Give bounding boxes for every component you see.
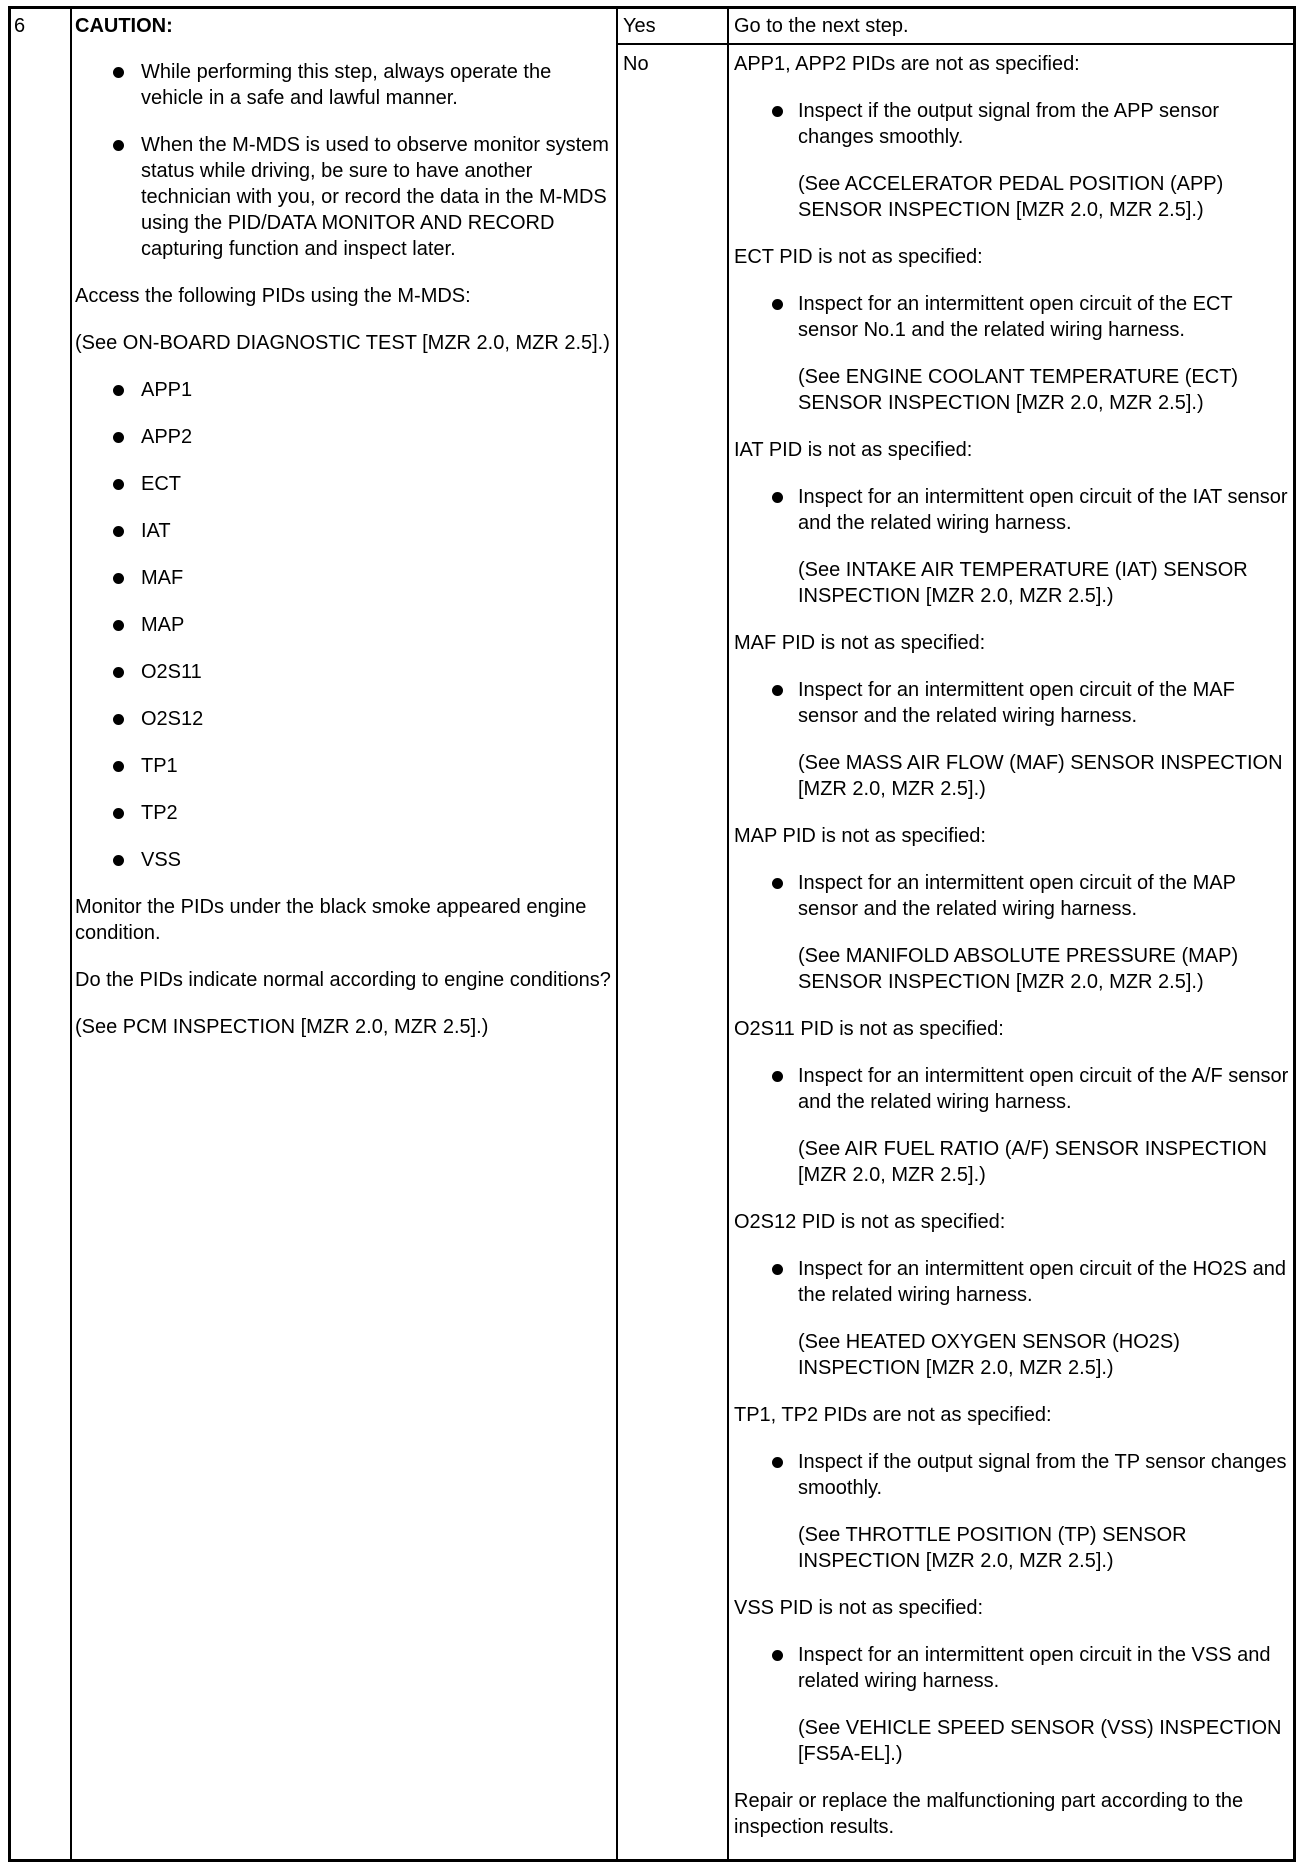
pid-item: APP1 xyxy=(75,377,615,403)
pid-item: TP2 xyxy=(75,800,615,826)
no-bullet: Inspect for an intermittent open circuit of the IAT sensor and the related wiring harness. xyxy=(734,484,1294,536)
no-actions xyxy=(734,51,1294,1861)
no-condition: VSS PID is not as specified: xyxy=(734,1597,984,1619)
monitor-text: Monitor the PIDs under the black smoke appeared engine condition. xyxy=(75,896,587,944)
caution-list xyxy=(75,59,615,262)
pid-item: O2S11 xyxy=(75,659,615,685)
no-group xyxy=(734,51,1294,223)
caution-heading: CAUTION: xyxy=(75,15,173,37)
no-group xyxy=(734,437,1294,609)
no-bullet: Inspect for an intermittent open circuit in the VSS and related wiring harness. xyxy=(734,1642,1294,1694)
column-divider xyxy=(727,9,729,1859)
pid-item: APP2 xyxy=(75,424,615,450)
question-text: Do the PIDs indicate normal according to engine conditions? xyxy=(75,969,611,991)
no-group xyxy=(734,244,1294,416)
no-reference: (See MASS AIR FLOW (MAF) SENSOR INSPECTION [MZR 2.0, MZR 2.5].) xyxy=(798,752,1283,800)
no-bullet: Inspect if the output signal from the TP sensor changes smoothly. xyxy=(734,1449,1294,1501)
row-divider xyxy=(617,43,1293,45)
pid-item: ECT xyxy=(75,471,615,497)
no-reference: (See ACCELERATOR PEDAL POSITION (APP) SENSOR INSPECTION [MZR 2.0, MZR 2.5].) xyxy=(798,173,1224,221)
yes-label: Yes xyxy=(623,15,656,37)
no-reference: (See VEHICLE SPEED SENSOR (VSS) INSPECTION [FS5A-EL].) xyxy=(798,1717,1282,1765)
no-group xyxy=(734,1016,1294,1188)
no-group xyxy=(734,1209,1294,1381)
column-divider xyxy=(70,9,72,1859)
column-divider xyxy=(616,9,618,1859)
no-condition: APP1, APP2 PIDs are not as specified: xyxy=(734,53,1080,75)
no-condition: MAF PID is not as specified: xyxy=(734,632,986,654)
no-group xyxy=(734,1595,1294,1767)
diagnostic-step-table xyxy=(8,6,1296,1862)
caution-item: While performing this step, always operate the vehicle in a safe and lawful manner. xyxy=(75,59,615,111)
no-condition: TP1, TP2 PIDs are not as specified: xyxy=(734,1404,1052,1426)
step-number: 6 xyxy=(14,15,26,37)
no-reference: (See AIR FUEL RATIO (A/F) SENSOR INSPECTION [MZR 2.0, MZR 2.5].) xyxy=(798,1138,1267,1186)
pid-list xyxy=(75,377,615,873)
no-bullet: Inspect for an intermittent open circuit of the MAP sensor and the related wiring harness. xyxy=(734,870,1294,922)
no-reference: (See ENGINE COOLANT TEMPERATURE (ECT) SENSOR INSPECTION [MZR 2.0, MZR 2.5].) xyxy=(798,366,1239,414)
no-condition: MAP PID is not as specified: xyxy=(734,825,986,847)
step-instructions xyxy=(75,13,615,1061)
no-group xyxy=(734,630,1294,802)
no-condition: O2S11 PID is not as specified: xyxy=(734,1018,1004,1040)
no-reference: (See MANIFOLD ABSOLUTE PRESSURE (MAP) SENSOR INSPECTION [MZR 2.0, MZR 2.5].) xyxy=(798,945,1239,993)
no-group xyxy=(734,1402,1294,1574)
pid-item: MAF xyxy=(75,565,615,591)
no-condition: ECT PID is not as specified: xyxy=(734,246,983,268)
no-reference: (See INTAKE AIR TEMPERATURE (IAT) SENSOR INSPECTION [MZR 2.0, MZR 2.5].) xyxy=(798,559,1248,607)
no-label: No xyxy=(623,53,649,75)
no-bullet: Inspect for an intermittent open circuit of the A/F sensor and the related wiring harness. xyxy=(734,1063,1294,1115)
no-reference: (See HEATED OXYGEN SENSOR (HO2S) INSPECTION [MZR 2.0, MZR 2.5].) xyxy=(798,1331,1180,1379)
pid-item: O2S12 xyxy=(75,706,615,732)
caution-item: When the M-MDS is used to observe monitor system status while driving, be sure to have another technician with you, or record the data in the M-MDS using the PID/DATA MONITOR AND RECORD capturing function and inspect later. xyxy=(75,132,615,262)
no-reference: (See THROTTLE POSITION (TP) SENSOR INSPECTION [MZR 2.0, MZR 2.5].) xyxy=(798,1524,1187,1572)
pid-item: VSS xyxy=(75,847,615,873)
access-text: Access the following PIDs using the M-MDS: xyxy=(75,285,471,307)
yes-action: Go to the next step. xyxy=(734,15,909,37)
pid-item: TP1 xyxy=(75,753,615,779)
pid-item: MAP xyxy=(75,612,615,638)
access-reference: (See ON-BOARD DIAGNOSTIC TEST [MZR 2.0, MZR 2.5].) xyxy=(75,332,610,354)
no-bullet: Inspect for an intermittent open circuit of the MAF sensor and the related wiring harness. xyxy=(734,677,1294,729)
no-condition: O2S12 PID is not as specified: xyxy=(734,1211,1006,1233)
question-reference: (See PCM INSPECTION [MZR 2.0, MZR 2.5].) xyxy=(75,1016,489,1038)
pid-item: IAT xyxy=(75,518,615,544)
no-bullet: Inspect if the output signal from the APP sensor changes smoothly. xyxy=(734,98,1294,150)
no-bullet: Inspect for an intermittent open circuit of the HO2S and the related wiring harness. xyxy=(734,1256,1294,1308)
no-condition: IAT PID is not as specified: xyxy=(734,439,973,461)
final-action: Repair or replace the malfunctioning part according to the inspection results. xyxy=(734,1790,1244,1838)
no-bullet: Inspect for an intermittent open circuit of the ECT sensor No.1 and the related wiring harness. xyxy=(734,291,1294,343)
no-group xyxy=(734,823,1294,995)
